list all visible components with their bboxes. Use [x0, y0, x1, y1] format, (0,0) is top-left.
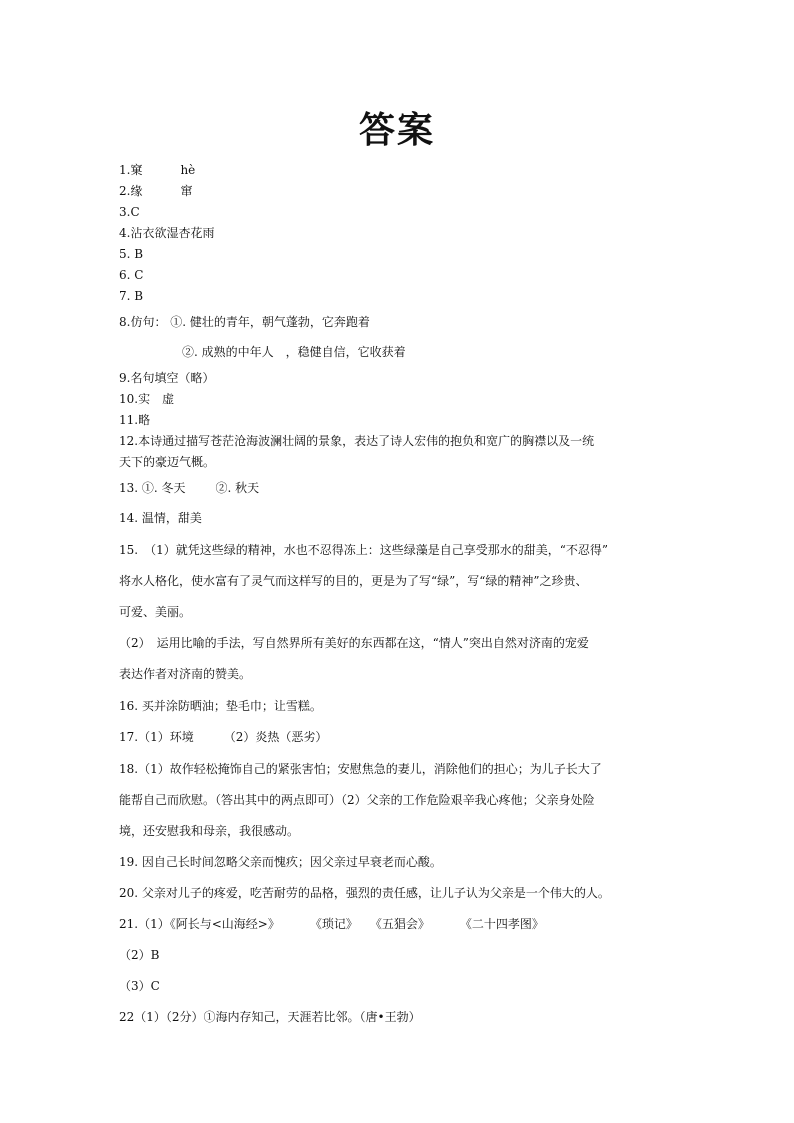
answer-line-1: [119, 163, 195, 177]
answer-line-8a: 8.仿句： ①. 健壮的青年，朝气蓬勃，它奔跑着: [119, 315, 370, 329]
answer-line-20: 20. 父亲对儿子的疼爱，吃苦耐劳的品格，强烈的责任感，让儿子认为父亲是一个伟大的人。: [119, 886, 610, 900]
answer-line-14: 14. 温情，甜美: [119, 511, 202, 525]
answer-line-13: [119, 481, 259, 495]
answer-text: 《琐记》: [309, 917, 358, 931]
answer-line-8b: ②. 成熟的中年人 ，稳健自信，它收获着: [182, 345, 406, 359]
answer-line-15d: （2） 运用比喻的手法，写自然界所有美好的东西都在这，“情人”突出自然对济南的宠爱: [119, 636, 589, 650]
answer-line-22: 22（1）（2分）①海内存知己，天涯若比邻。（唐•王勃）: [119, 1010, 421, 1024]
answer-line-9: 9.名句填空（略）: [119, 371, 215, 385]
answer-line-15a: 15. （1）就凭这些绿的精神，水也不忍得冻上：这些绿藻是自己享受那水的甜美，“不忍得”: [119, 543, 608, 557]
answer-text: 《二十四孝图》: [459, 917, 544, 931]
answer-line-15c: 可爱、美丽。: [119, 605, 192, 619]
answer-line-19: 19. 因自己长时间忽略父亲而愧疚；因父亲过早衰老而心酸。: [119, 855, 442, 869]
answer-line-4: 4.沾衣欲湿杏花雨: [119, 226, 215, 240]
answer-line-7: 7. B: [119, 289, 144, 303]
answer-line-21: [119, 917, 544, 931]
answer-text: 窜: [180, 184, 193, 198]
answer-line-16: 16. 买并涂防晒油；垫毛巾；让雪糕。: [119, 699, 322, 713]
answer-text: 13. ①. 冬天: [119, 481, 186, 495]
answer-line-17: [119, 730, 327, 744]
answer-line-21b: （2）B: [119, 948, 160, 962]
answer-text: 《五猖会》: [369, 917, 430, 931]
answer-line-12a: 12.本诗通过描写苍茫沧海波澜壮阔的景象，表达了诗人宏伟的抱负和宽广的胸襟以及一统: [119, 434, 595, 448]
answer-line-11: 11.略: [119, 413, 151, 427]
answer-line-18c: 境，还安慰我和母亲，我很感动。: [119, 824, 300, 838]
answer-text: hè: [180, 163, 196, 177]
answer-text: 21.（1）《阿长与<山海经>》: [119, 917, 280, 931]
answer-line-10: 10.实 虚: [119, 392, 175, 406]
answer-line-15b: 将水人格化，使水富有了灵气而这样写的目的，更是为了写“绿”，写“绿的精神”之珍贵、: [119, 574, 588, 588]
page-title: 答案: [358, 110, 435, 151]
answer-line-15e: 表达作者对济南的赞美。: [119, 667, 252, 681]
answer-line-18b: 能帮自己而欣慰。（答出其中的两点即可）（2）父亲的工作危险艰辛我心疼他；父亲身处险: [119, 793, 595, 807]
answer-line-18a: 18.（1）故作轻松掩饰自己的紧张害怕；安慰焦急的妻儿，消除他们的担心；为儿子长大了: [119, 762, 602, 776]
answer-line-5: 5. B: [119, 247, 144, 261]
answer-text: ②. 秋天: [215, 481, 260, 495]
answer-text: 17.（1）环境: [119, 730, 194, 744]
answer-text: 1.窠: [119, 163, 143, 177]
answer-line-2: [119, 184, 192, 198]
answer-line-21c: （3）C: [119, 979, 160, 993]
answer-text: 2.缘: [119, 184, 143, 198]
answer-line-3: 3.C: [119, 205, 140, 219]
answer-line-12b: 天下的豪迈气概。: [119, 455, 216, 469]
answer-text: （2）炎热（恶劣）: [223, 730, 328, 744]
answer-line-6: 6. C: [119, 268, 144, 282]
